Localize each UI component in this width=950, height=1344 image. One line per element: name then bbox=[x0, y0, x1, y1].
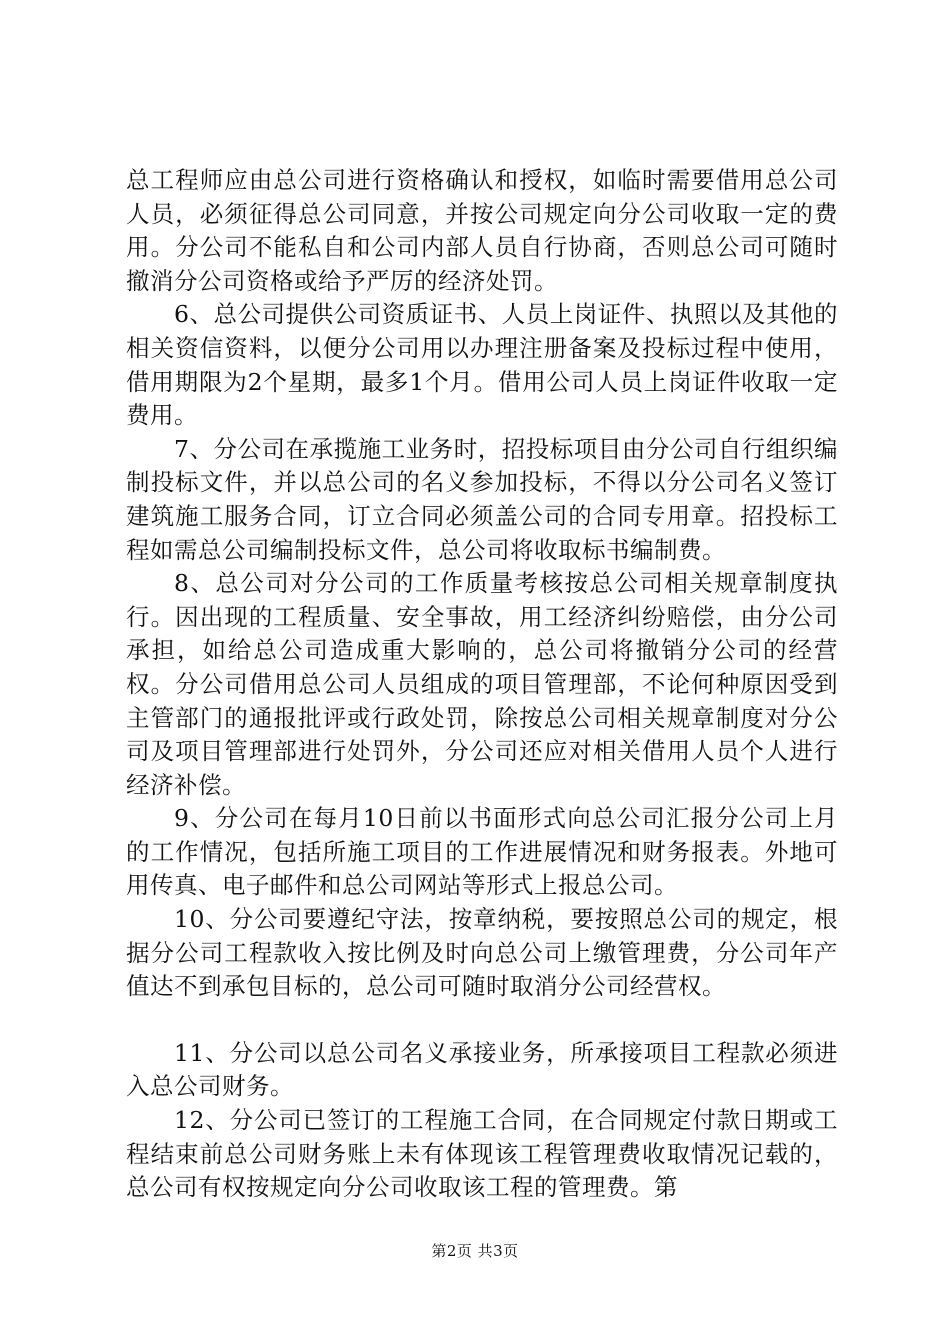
paragraph-continuation: 总工程师应由总公司进行资格确认和授权，如临时需要借用总公司人员，必须征得总公司同意，并按公司规定向分公司收取一定的费用。分公司不能私自和公司内部人员自行协商，否则总公司可随时撤消分公司资格或给予严厉的经济处罚。 bbox=[126, 166, 838, 295]
paragraph-item-11: 11、分公司以总公司名义承接业务，所承接项目工程款必须进入总公司财务。 bbox=[126, 1038, 838, 1101]
paragraph-item-7: 7、分公司在承揽施工业务时，招投标项目由分公司自行组织编制投标文件，并以总公司的名义参加投标，不得以分公司名义签订建筑施工服务合同，订立合同必须盖公司的合同专用章。招投标工程如需总公司编制投标文件，总公司将收取标书编制费。 bbox=[126, 434, 838, 564]
paragraph-item-10: 10、分公司要遵纪守法，按章纳税，要按照总公司的规定，根据分公司工程款收入按比例及时向总公司上缴管理费，分公司年产值达不到承包目标的，总公司可随时取消分公司经营权。 bbox=[126, 905, 838, 1001]
paragraph-item-9: 9、分公司在每月10日前以书面形式向总公司汇报分公司上月的工作情况，包括所施工项目的工作进展情况和财务报表。外地可用传真、电子邮件和总公司网站等形式上报总公司。 bbox=[126, 804, 838, 900]
page-number-footer: 第2页 共3页 bbox=[431, 1242, 519, 1260]
paragraph-item-6: 6、总公司提供公司资质证书、人员上岗证件、执照以及其他的相关资信资料，以便分公司用以办理注册备案及投标过程中使用，借用期限为2个星期，最多1个月。借用公司人员上岗证件收取一定费用。 bbox=[126, 300, 838, 430]
paragraph-item-12: 12、分公司已签订的工程施工合同，在合同规定付款日期或工程结束前总公司财务账上未有体现该工程管理费收取情况记载的，总公司有权按规定向分公司收取该工程的管理费。第 bbox=[126, 1106, 838, 1202]
document-body bbox=[126, 164, 838, 1205]
paragraph-item-8: 8、总公司对分公司的工作质量考核按总公司相关规章制度执行。因出现的工程质量、安全事故，用工经济纠纷赔偿，由分公司承担，如给总公司造成重大影响的，总公司将撤销分公司的经营权。分公司借用总公司人员组成的项目管理部，不论何种原因受到主管部门的通报批评或行政处罚，除按总公司相关规章制度对分公司及项目管理部进行处罚外，分公司还应对相关借用人员个人进行经济补偿。 bbox=[126, 569, 838, 799]
